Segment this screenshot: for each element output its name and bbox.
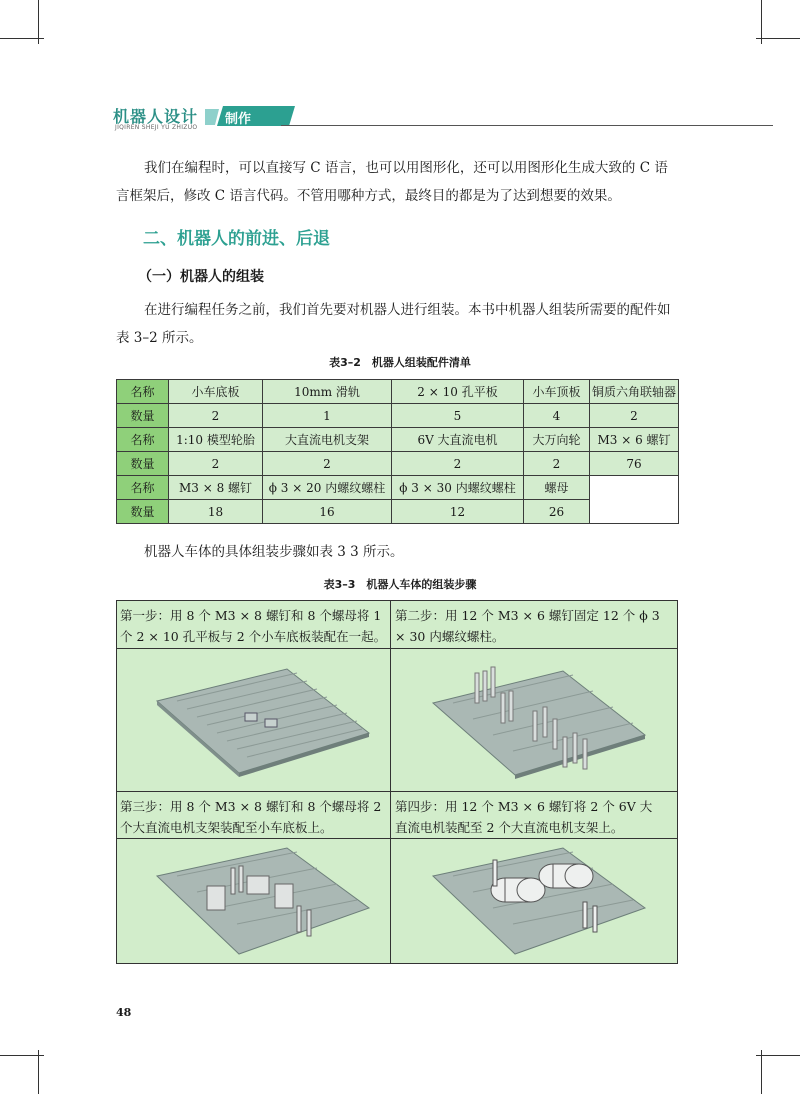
- section-heading: 二、机器人的前进、后退: [143, 229, 330, 249]
- table-cell: 4: [524, 404, 590, 428]
- table-caption: 表3–2 机器人组装配件清单: [329, 356, 471, 369]
- table-cell: 76: [590, 452, 679, 476]
- table-cell: 2: [392, 452, 524, 476]
- step-2-assembly-image: [423, 653, 653, 788]
- table-cell: 名称: [117, 380, 169, 404]
- table-cell: 螺母: [524, 476, 590, 500]
- table-cell: 5: [392, 404, 524, 428]
- section-paragraph: 在进行编程任务之前，我们首先要对机器人进行组装。本书中机器人组装所需要的配件如表 3–2 所示。: [116, 302, 671, 346]
- intro-paragraph: 我们在编程时，可以直接写 C 语言，也可以用图形化，还可以用图形化生成大致的 C 语言框架后，修改 C 语言代码。不管用哪种方式，最终目的都是为了达到想要的效果。: [116, 160, 668, 204]
- crop-mark: [756, 1055, 800, 1056]
- badge-label: 制作: [225, 112, 252, 127]
- step-3-text: 第三步：用 8 个 M3 × 8 螺钉和 8 个螺母将 2 个大直流电机支架装配至小车底板上。: [120, 799, 382, 835]
- table-cell: 26: [524, 500, 590, 524]
- section-subheading: （一）机器人的组装: [138, 269, 264, 285]
- step-4-text: 第四步：用 12 个 M3 × 6 螺钉将 2 个 6V 大直流电机装配至 2 个大直流电机支架上。: [395, 799, 653, 835]
- table-cell: 2: [263, 452, 392, 476]
- steps-table: [116, 600, 678, 964]
- table-row: [117, 380, 679, 404]
- table-cell: 18: [169, 500, 263, 524]
- table-cell: 名称: [117, 476, 169, 500]
- book-title: 机器人设计: [113, 107, 199, 126]
- divider: [117, 791, 677, 792]
- crop-mark: [756, 38, 800, 39]
- table-cell: 2: [524, 452, 590, 476]
- crop-mark: [0, 1055, 44, 1056]
- table-cell: 10mm 滑轨: [263, 380, 392, 404]
- table-cell: 数量: [117, 404, 169, 428]
- table-cell: 6V 大直流电机: [392, 428, 524, 452]
- book-subtitle: JIQIREN SHEJI YU ZHIZUO: [115, 124, 198, 131]
- table-cell: 1: [263, 404, 392, 428]
- table-row: [117, 452, 679, 476]
- table-cell: 小车顶板: [524, 380, 590, 404]
- step-3-assembly-image: [147, 846, 377, 961]
- table-cell: 小车底板: [169, 380, 263, 404]
- table-cell: 数量: [117, 452, 169, 476]
- table-cell: 名称: [117, 428, 169, 452]
- table-cell: 大直流电机支架: [263, 428, 392, 452]
- crop-mark: [38, 1050, 39, 1094]
- table-row: [117, 404, 679, 428]
- crop-mark: [0, 38, 44, 39]
- table-cell: 2 × 10 孔平板: [392, 380, 524, 404]
- table-cell: 大万向轮: [524, 428, 590, 452]
- table-cell: ϕ 3 × 30 内螺纹螺柱: [392, 476, 524, 500]
- parts-table: [116, 379, 679, 524]
- between-paragraph: 机器人车体的具体组装步骤如表 3 3 所示。: [144, 544, 404, 560]
- step-2-text: 第二步：用 12 个 M3 × 6 螺钉固定 12 个 ϕ 3 × 30 内螺纹螺柱。: [395, 608, 660, 644]
- table-cell-empty: [590, 476, 679, 524]
- step-1-assembly-image: [147, 661, 377, 786]
- step-4-assembly-image: [423, 846, 653, 961]
- table-cell: 1:10 模型轮胎: [169, 428, 263, 452]
- table-cell: 2: [590, 404, 679, 428]
- divider: [117, 838, 677, 839]
- table-cell: 12: [392, 500, 524, 524]
- table-cell: M3 × 6 螺钉: [590, 428, 679, 452]
- table-cell: M3 × 8 螺钉: [169, 476, 263, 500]
- page-number: 48: [116, 1006, 132, 1019]
- table-cell: ϕ 3 × 20 内螺纹螺柱: [263, 476, 392, 500]
- table-cell: 2: [169, 404, 263, 428]
- crop-mark: [761, 1050, 762, 1094]
- steps-caption: 表3–3 机器人车体的组装步骤: [323, 578, 477, 591]
- running-header: [113, 104, 773, 134]
- table-cell: 16: [263, 500, 392, 524]
- table-cell: 2: [169, 452, 263, 476]
- divider: [390, 601, 391, 963]
- table-row: [117, 476, 679, 500]
- step-1-text: 第一步：用 8 个 M3 × 8 螺钉和 8 个螺母将 1 个 2 × 10 孔平板与 2 个小车底板装配在一起。: [120, 608, 387, 644]
- table-row: [117, 428, 679, 452]
- divider: [117, 648, 677, 649]
- header-rule: [281, 125, 773, 126]
- table-cell: 铜质六角联轴器: [590, 380, 679, 404]
- table-cell: 数量: [117, 500, 169, 524]
